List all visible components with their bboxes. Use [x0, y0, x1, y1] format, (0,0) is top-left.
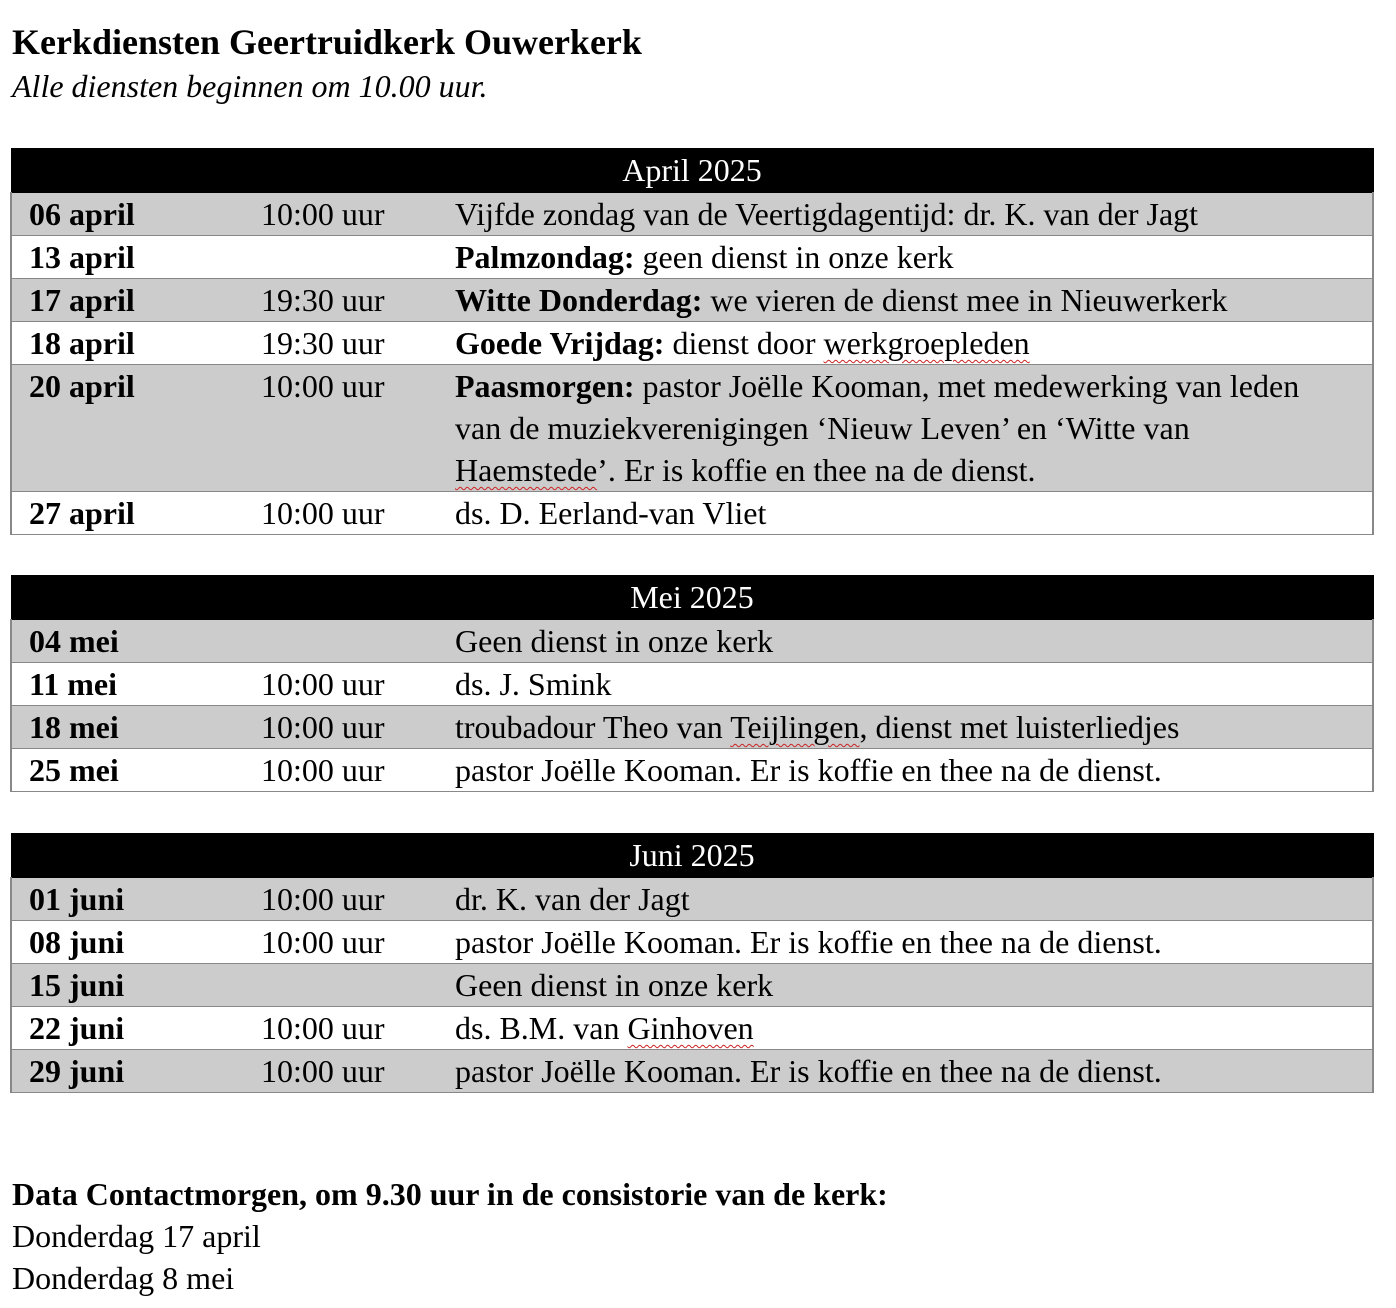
service-row	[11, 236, 1373, 279]
service-row	[11, 365, 1373, 492]
service-time: 10:00 uur	[244, 492, 438, 535]
service-description	[438, 279, 1373, 322]
schedule-table-juni	[10, 833, 1374, 1093]
service-description	[438, 492, 1373, 535]
service-row	[11, 663, 1373, 706]
service-time	[244, 236, 438, 279]
description-text: troubadour Theo van	[455, 709, 731, 745]
spellcheck-word: Teijlingen	[730, 709, 860, 745]
description-text: ds. D. Eerland-van Vliet	[455, 495, 767, 531]
month-header-row	[11, 149, 1373, 193]
description-text: pastor Joëlle Kooman, met medewerking van leden van de muziekverenigingen ‘Nieuw Leven’ en ‘Witte van	[455, 368, 1300, 446]
month-heading: April 2025	[11, 149, 1373, 193]
service-label: Palmzondag:	[455, 239, 635, 275]
service-row	[11, 964, 1373, 1007]
service-time: 10:00 uur	[244, 193, 438, 236]
service-description	[438, 365, 1373, 492]
service-date: 17 april	[11, 279, 244, 322]
service-time: 10:00 uur	[244, 663, 438, 706]
service-description	[438, 706, 1373, 749]
service-time: 10:00 uur	[244, 878, 438, 921]
description-text: we vieren de dienst mee in Nieuwerkerk	[702, 282, 1228, 318]
service-row	[11, 749, 1373, 792]
service-row	[11, 1050, 1373, 1093]
service-date: 20 april	[11, 365, 244, 492]
service-time	[244, 964, 438, 1007]
spellcheck-word: Ginhoven	[627, 1010, 754, 1046]
service-row	[11, 193, 1373, 236]
service-description	[438, 322, 1373, 365]
description-text: pastor Joëlle Kooman. Er is koffie en thee na de dienst.	[455, 752, 1162, 788]
service-description	[438, 193, 1373, 236]
description-text: pastor Joëlle Kooman. Er is koffie en thee na de dienst.	[455, 924, 1162, 960]
description-text: Geen dienst in onze kerk	[455, 623, 774, 659]
service-date: 27 april	[11, 492, 244, 535]
service-label: Witte Donderdag:	[455, 282, 703, 318]
page-subtitle: Alle diensten beginnen om 10.00 uur.	[12, 68, 488, 104]
month-header-row	[11, 576, 1373, 620]
service-date: 06 april	[11, 193, 244, 236]
service-label: Goede Vrijdag:	[455, 325, 665, 361]
service-row	[11, 322, 1373, 365]
service-date: 18 april	[11, 322, 244, 365]
service-time: 10:00 uur	[244, 365, 438, 492]
service-description	[438, 921, 1373, 964]
service-date: 25 mei	[11, 749, 244, 792]
service-date: 15 juni	[11, 964, 244, 1007]
service-description	[438, 878, 1373, 921]
description-text: Vijfde zondag van de Veertigdagentijd: dr. K. van der Jagt	[455, 196, 1199, 232]
month-heading: Mei 2025	[11, 576, 1373, 620]
service-row	[11, 492, 1373, 535]
service-description	[438, 663, 1373, 706]
spellcheck-word: werkgroepleden	[823, 325, 1030, 361]
description-text: Geen dienst in onze kerk	[455, 967, 774, 1003]
service-description	[438, 236, 1373, 279]
description-text: dienst door	[664, 325, 824, 361]
service-time: 10:00 uur	[244, 749, 438, 792]
service-description	[438, 620, 1373, 663]
service-date: 01 juni	[11, 878, 244, 921]
service-row	[11, 1007, 1373, 1050]
description-text: dr. K. van der Jagt	[455, 881, 690, 917]
service-description	[438, 964, 1373, 1007]
contact-date: Donderdag 8 mei	[12, 1260, 235, 1296]
service-row	[11, 279, 1373, 322]
contact-heading: Data Contactmorgen, om 9.30 uur in de consistorie van de kerk:	[12, 1176, 888, 1212]
service-time: 10:00 uur	[244, 921, 438, 964]
description-text: ds. B.M. van	[455, 1010, 628, 1046]
service-row	[11, 921, 1373, 964]
description-text: geen dienst in onze kerk	[634, 239, 954, 275]
schedule-table-mei	[10, 575, 1374, 792]
service-date: 08 juni	[11, 921, 244, 964]
service-date: 18 mei	[11, 706, 244, 749]
service-time: 10:00 uur	[244, 706, 438, 749]
service-label: Paasmorgen:	[455, 368, 635, 404]
service-description	[438, 1050, 1373, 1093]
service-description	[438, 1007, 1373, 1050]
description-text-after: , dienst met luisterliedjes	[859, 709, 1180, 745]
contact-date: Donderdag 17 april	[12, 1218, 261, 1254]
service-time: 10:00 uur	[244, 1007, 438, 1050]
service-date: 04 mei	[11, 620, 244, 663]
service-row	[11, 620, 1373, 663]
description-text: pastor Joëlle Kooman. Er is koffie en thee na de dienst.	[455, 1053, 1162, 1089]
service-time: 19:30 uur	[244, 322, 438, 365]
service-date: 22 juni	[11, 1007, 244, 1050]
service-row	[11, 878, 1373, 921]
spellcheck-word: Haemstede	[455, 452, 598, 488]
month-header-row	[11, 834, 1373, 878]
service-time: 19:30 uur	[244, 279, 438, 322]
description-text: ds. J. Smink	[455, 666, 612, 702]
service-description	[438, 749, 1373, 792]
service-date: 29 juni	[11, 1050, 244, 1093]
service-date: 13 april	[11, 236, 244, 279]
month-heading: Juni 2025	[11, 834, 1373, 878]
service-row	[11, 706, 1373, 749]
page-title: Kerkdiensten Geertruidkerk Ouwerkerk	[12, 22, 642, 62]
description-text-after: ’. Er is koffie en thee na de dienst.	[597, 452, 1036, 488]
service-time: 10:00 uur	[244, 1050, 438, 1093]
service-time	[244, 620, 438, 663]
service-date: 11 mei	[11, 663, 244, 706]
schedule-table-april	[10, 148, 1374, 535]
